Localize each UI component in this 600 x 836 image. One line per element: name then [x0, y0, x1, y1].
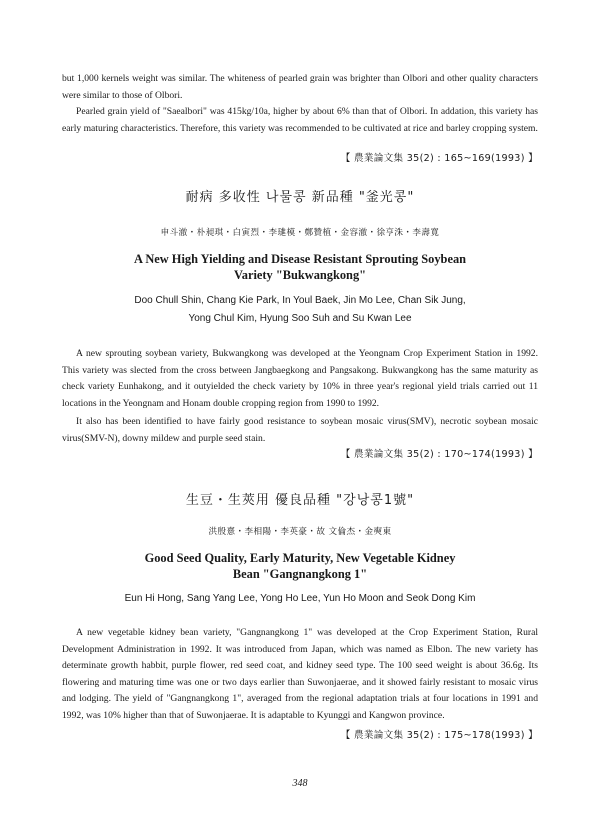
english-authors — [0, 292, 600, 328]
author-line: Doo Chull Shin, Chang Kie Park, In Youl Baek, Jin Mo Lee, Chan Sik Jung, — [134, 295, 466, 306]
continued-paragraph: Pearled grain yield of "Saealbori" was 415kg/10a, higher by about 6% than that of Olbori. In addation, this variety has early maturing characteristics. Therefore, this variety was recommended to be cultivated at rice and barley cropping system. — [62, 106, 538, 134]
english-title — [0, 251, 600, 283]
english-title-line: Variety "Bukwangkong" — [233, 268, 367, 282]
abstract-paragraph: A new vegetable kidney bean variety, "Gangnangkong 1" was developed at the Crop Experiment Station, Rural Development Administration in 1992. It was introduced from Japan, which was named as Elbon. The new variety has determinate growth habbit, purple flower, red seed coat, and kidney seed type. The 100 seed weight is about 36.6g. Its flowering and maturing time was one or two days earlier than Suwonjaerae, and it showed fairly resistant to mosaic virus and lodging. The yield of "Gangnangkong 1", averaged from the regional adaptation trials at four locations in 1991 and 1992, was 10% higher than that of Suwonjaerae. It is adaptable to Kyunggi and Kangwon province. — [62, 627, 538, 721]
english-authors: Eun Hi Hong, Sang Yang Lee, Yong Ho Lee, Yun Ho Moon and Seok Dong Kim — [124, 593, 476, 604]
korean-authors: 洪殷憙・李相陽・李英豪・故 文倫杰・金奭東 — [208, 527, 392, 537]
english-title-line: Bean "Gangnangkong 1" — [232, 567, 368, 581]
citation-reference: 【 農業論文集 35(2) : 165~169(1993) 】 — [340, 153, 538, 164]
english-title-line: Good Seed Quality, Early Maturity, New Vegetable Kidney — [144, 551, 456, 565]
korean-authors: 申斗澈・朴昶琪・白寅烈・李璡模・鄭贊植・金容澈・徐亨洙・李壽寬 — [160, 228, 440, 238]
citation-reference: 【 農業論文集 35(2) : 170~174(1993) 】 — [340, 449, 538, 460]
abstract-paragraph: It also has been identified to have fairly good resistance to soybean mosaic virus(SMV), necrotic soybean mosaic virus(SMV-N), downy mildew and purple seed stain. — [62, 416, 538, 444]
author-line: Yong Chul Kim, Hyung Soo Suh and Su Kwan Lee — [188, 313, 412, 324]
english-title — [0, 550, 600, 582]
korean-title: 耐病 多收性 나물콩 新品種 "釜光콩" — [185, 190, 415, 205]
continued-paragraph: but 1,000 kernels weight was similar. The whiteness of pearled grain was brighter than Olbori and other quality characters were similar to those of Olbori. — [62, 73, 538, 101]
citation-reference: 【 農業論文集 35(2) : 175~178(1993) 】 — [340, 730, 538, 741]
abstract-paragraph: A new sprouting soybean variety, Bukwangkong was developed at the Yeongnam Crop Experiment Station in 1992. This variety was slected from the cross between Jangbaegkong and Pangsakong. Bukwangkong has the same maturity as check variety Eunhakong, and it outyielded the check variety by 10% in three year's regional yield trials carried out 11 locations in the Yeongnam and Honam double cropping region from 1990 to 1992. — [62, 348, 538, 409]
page-number: 348 — [292, 778, 308, 789]
english-title-line: A New High Yielding and Disease Resistant Sprouting Soybean — [133, 252, 467, 266]
korean-title: 生豆・生莢用 優良品種 "강낭콩1號" — [185, 493, 415, 508]
